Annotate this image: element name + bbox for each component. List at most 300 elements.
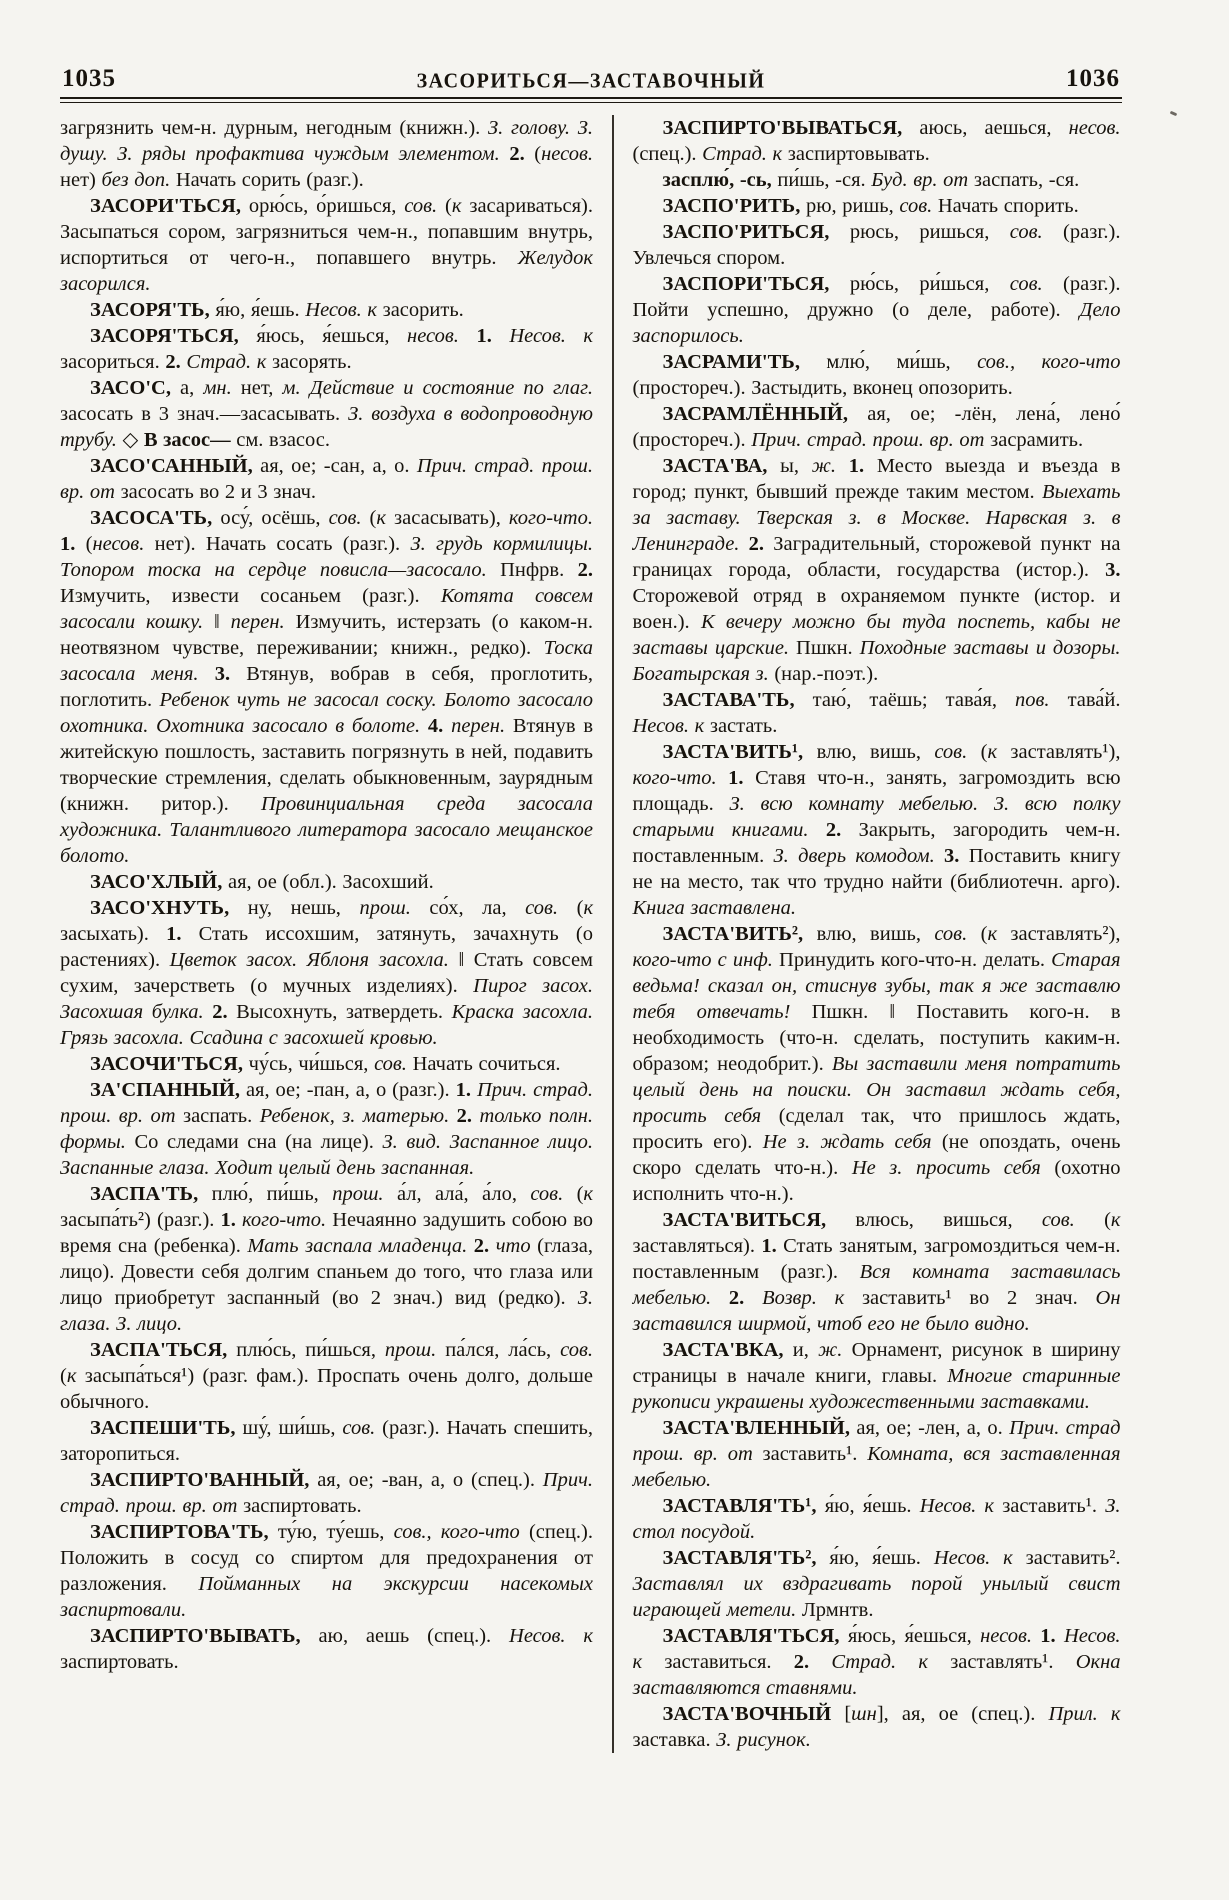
column-divider: [612, 115, 614, 1753]
text-run: ЗАСТАВЛЯ'ТЬ²,: [662, 1547, 830, 1569]
text-run: к: [1110, 1209, 1121, 1231]
text-run: (разг.). Начать спешить, заторопиться.: [60, 1417, 593, 1465]
page-number-right: 1036: [1065, 65, 1120, 92]
text-run: заставить¹.: [752, 1443, 868, 1465]
text-run: рю, ришь,: [805, 195, 900, 217]
text-run: 2.: [793, 1651, 832, 1673]
text-run: ЗАСПЕШИ'ТЬ,: [90, 1417, 243, 1439]
dictionary-entry: [633, 1493, 1121, 1545]
text-run: Измучить, извести сосаньем (разг.).: [60, 585, 441, 607]
dictionary-entry: [60, 297, 593, 323]
text-run: 1.: [728, 767, 756, 789]
text-run: 1.: [455, 1079, 477, 1101]
text-run: З. рисунок.: [716, 1729, 811, 1751]
text-run: (простореч.). Застыдить, вконец опозорить.: [632, 377, 1013, 399]
text-run: засасывать),: [385, 507, 509, 529]
text-run: ая, ое; -пан, а, о (разг.).: [245, 1079, 456, 1101]
text-run: Желудок засорился.: [60, 247, 593, 295]
scan-artifact: [1170, 111, 1178, 117]
text-run: прош.: [332, 1183, 384, 1205]
text-run: Со следами сна (на лице).: [125, 1131, 383, 1153]
text-run: Начать спорить.: [932, 195, 1079, 217]
text-run: ЗАСПО'РИТЬ,: [662, 195, 806, 217]
text-run: нет,: [231, 377, 283, 399]
text-run: 1.: [220, 1209, 243, 1231]
text-run: со́х, ла,: [410, 897, 526, 919]
text-run: ЗАСОРИ'ТЬСЯ,: [90, 195, 249, 217]
text-run: тава́й.: [1049, 689, 1121, 711]
text-run: 2.: [509, 143, 535, 165]
text-run: см. взасос.: [236, 429, 331, 451]
text-run: Прич. страд. прош. вр. от: [60, 455, 593, 503]
text-run: ЗАСТАВЛЯ'ТЬСЯ,: [662, 1625, 848, 1647]
text-run: ЗАСО'ХНУТЬ,: [90, 897, 248, 919]
dictionary-entry: [60, 895, 593, 1051]
text-run: осу́, осёшь,: [220, 507, 329, 529]
text-run: ], ая, ое (спец.).: [876, 1703, 1049, 1725]
text-run: (: [967, 923, 988, 945]
text-run: к: [583, 897, 594, 919]
text-run: (: [85, 533, 93, 555]
text-run: 4.: [427, 715, 452, 737]
text-run: а́л, ала́, а́ло,: [383, 1183, 531, 1205]
text-run: что: [495, 1235, 531, 1257]
text-run: 1.: [1040, 1625, 1064, 1647]
text-run: загрязнить чем-н. дурным, негодным (книжн.).: [60, 117, 489, 139]
text-run: ЗАСПОРИ'ТЬСЯ,: [662, 273, 850, 295]
dictionary-entry: [633, 453, 1121, 687]
text-run: Страд. к: [702, 143, 783, 165]
text-run: несов.: [407, 325, 477, 347]
dictionary-entry: [60, 505, 593, 869]
text-run: З. голову. З. душу. З. ряды профактива чуждым элементом.: [60, 117, 594, 165]
text-run: перен.: [230, 611, 285, 633]
text-run: 2.: [748, 533, 774, 555]
text-run: засорить.: [376, 299, 464, 321]
text-run: Походные заставы и дозоры. Богатырская з.: [632, 637, 1121, 685]
text-run: Дело заспорилось.: [632, 299, 1121, 347]
text-run: Многие старинные рукописи украшены художественными заставками.: [632, 1365, 1121, 1413]
text-run: [: [844, 1703, 852, 1725]
text-run: К вечеру можно бы туда поспеть, кабы не заставы царские.: [632, 611, 1121, 659]
text-run: Несов. к: [509, 325, 593, 347]
text-run: 1.: [476, 325, 510, 347]
text-block: [60, 66, 1122, 1753]
text-run: к: [376, 507, 386, 529]
text-run: Пнфрв.: [500, 559, 578, 581]
text-run: а,: [180, 377, 204, 399]
text-run: прош.: [384, 1339, 437, 1361]
text-run: (глаза, лицо). Довести себя долгим спаньем до того, что глаза или лицо приобретут заспанный (во 2 знач.) вид (редко).: [60, 1235, 593, 1309]
text-run: Начать сорить (разг.).: [170, 169, 364, 191]
text-run: я́ю, я́ешь.: [215, 299, 306, 321]
text-run: я́ю, я́ешь.: [829, 1547, 934, 1569]
text-run: рю́сь, ри́шься,: [849, 273, 1010, 295]
text-run: Пшкн. ‖ Поставить кого-н. в необходимость (что-н. сделать, поступить каким-н. образом; неодобрит.).: [632, 1001, 1121, 1075]
dictionary-entry: [60, 1051, 593, 1077]
text-run: Тоска засосала меня.: [60, 637, 593, 685]
text-run: 2.: [825, 819, 859, 841]
dictionary-entry: [60, 1623, 593, 1675]
text-run: Выехать за заставу. Тверская з. в Москве. Нарвская з. в Ленинграде.: [632, 481, 1121, 555]
text-run: 1.: [761, 1235, 784, 1257]
text-run: нет): [60, 169, 102, 191]
text-run: заспать.: [175, 1105, 260, 1127]
text-run: Нечаянно задушить собою во время сна (ребенка).: [60, 1209, 593, 1257]
text-run: ◇: [122, 429, 144, 451]
text-run: ая, ое; -лён, лена́, лено́ (простореч.).: [632, 403, 1121, 451]
text-run: засыпа́ться¹) (разг. фам.). Проспать очень долго, дольше обычного.: [60, 1365, 593, 1413]
text-run: ЗАСРАМЛЁННЫЙ,: [662, 403, 868, 425]
text-run: засыпа́ть²) (разг.).: [60, 1209, 221, 1231]
text-run: ЗА'СПАННЫЙ,: [90, 1079, 246, 1101]
text-run: 1.: [60, 533, 86, 555]
text-run: Пойманных на экскурсии насекомых заспиртовали.: [60, 1573, 593, 1621]
text-run: Место выезда и въезда в город; пункт, бывший прежде таким местом.: [632, 455, 1121, 503]
text-run: Несов. к: [632, 1625, 1121, 1673]
text-run: Лрмнтв.: [801, 1599, 874, 1621]
text-run: ЗАСО'САННЫЙ,: [90, 455, 261, 477]
text-run: сов.: [934, 923, 968, 945]
text-run: 2.: [728, 1287, 763, 1309]
text-run: Заградительный, сторожевой пункт на границах города, области, государства (истор.).: [632, 533, 1121, 581]
text-run: Котята совсем засосали кошку.: [60, 585, 593, 633]
text-run: ЗАСТА'ВИТЬ¹,: [662, 741, 817, 763]
text-run: 1.: [166, 923, 199, 945]
text-run: застать.: [704, 715, 778, 737]
text-run: Несов. к: [509, 1625, 593, 1647]
text-run: заспиртовывать.: [782, 143, 930, 165]
text-run: Краска засохла. Грязь засохла. Ссадина с засохшей кровью.: [60, 1001, 593, 1049]
text-run: Сторожевой отряд в охраняемом пункте (истор. и воен.).: [632, 585, 1121, 633]
text-run: нет). Начать сосать (разг.).: [144, 533, 411, 555]
text-run: (разг.). Пойти успешно, дружно (о деле, работе).: [632, 273, 1121, 321]
text-run: Страд. к: [831, 1651, 928, 1673]
text-run: ЗАСПО'РИТЬСЯ,: [662, 221, 850, 243]
text-run: м. Действие и состояние по глаг.: [282, 377, 593, 399]
dictionary-entry: [60, 193, 593, 297]
text-run: только полн. формы.: [60, 1105, 593, 1153]
text-run: орю́сь, о́ришься,: [248, 195, 405, 217]
dictionary-entry: [633, 401, 1121, 453]
text-run: Начать сочиться.: [406, 1053, 561, 1075]
text-run: засосать во 2 и 3 знач.: [114, 481, 317, 503]
text-run: перен.: [451, 715, 506, 737]
dictionary-entry: [633, 1207, 1121, 1337]
text-run: (разг.). Увлечься спором.: [632, 221, 1121, 269]
text-run: 2.: [165, 351, 187, 373]
dictionary-entry: [60, 1467, 593, 1519]
text-run: аюсь, аешься,: [919, 117, 1069, 139]
dictionary-entry: [633, 115, 1121, 167]
text-run: ЗАСПА'ТЬСЯ,: [90, 1339, 237, 1361]
text-run: сов.: [374, 1053, 407, 1075]
text-run: (: [534, 143, 542, 165]
text-run: я́юсь, я́ешься,: [847, 1625, 981, 1647]
text-run: ‖: [213, 611, 231, 633]
text-run: (: [361, 507, 377, 529]
text-run: плю́сь, пи́шься,: [236, 1339, 385, 1361]
dictionary-entry: [633, 1545, 1121, 1623]
text-run: З. вид. Заспанное лицо. Заспанные глаза. Ходит целый день заспанная.: [60, 1131, 593, 1179]
text-run: заставка.: [632, 1729, 717, 1751]
text-run: я́ю, я́ешь.: [824, 1495, 920, 1517]
text-run: заспиртовать.: [60, 1651, 179, 1673]
text-run: заспать, -ся.: [968, 169, 1080, 191]
dictionary-entry: [60, 1181, 593, 1337]
text-run: Цветок засох. Яблоня засохла.: [169, 949, 459, 971]
text-run: Несов. к: [919, 1495, 995, 1517]
text-run: Комната, вся заставленная мебелью.: [632, 1443, 1121, 1491]
text-run: рюсь, ришься,: [849, 221, 1010, 243]
text-run: 2.: [456, 1105, 480, 1127]
text-run: заставиться.: [642, 1651, 794, 1673]
text-run: сов.: [530, 1183, 564, 1205]
text-run: засариваться). Засыпаться сором, загрязниться чем-н., попавшим внутрь, испортиться от чего-н., попавшего внутрь.: [60, 195, 593, 269]
text-run: Втянув, вобрав в себя, проглотить, поглотить.: [60, 663, 594, 711]
text-run: ы,: [780, 455, 812, 477]
running-head: ЗАСОРИТЬСЯ—ЗАСТАВОЧНЫЙ: [416, 69, 766, 93]
dictionary-entry: [60, 453, 593, 505]
text-run: несов.: [92, 533, 145, 555]
text-run: ЗАСО'ХЛЫЙ,: [90, 871, 228, 893]
text-run: Ставя что-н., занять, загромоздить всю площадь.: [632, 767, 1121, 815]
text-run: ж.: [818, 1339, 843, 1361]
text-run: Закрыть, загородить чем-н. поставленным.: [632, 819, 1121, 867]
text-run: Стать иссохшим, затянуть, зачахнуть (о растениях).: [60, 923, 594, 971]
text-run: аю, аешь (спец.).: [318, 1625, 510, 1647]
dictionary-entry: [633, 1623, 1121, 1701]
text-run: Принудить кого-что-н. делать.: [772, 949, 1052, 971]
text-run: шн: [851, 1703, 877, 1725]
text-run: (спец.). Положить в сосуд со спиртом для предохранения от разложения.: [60, 1521, 593, 1595]
text-run: сов.: [1009, 221, 1043, 243]
text-run: сов.: [328, 507, 362, 529]
dictionary-entry: [633, 1415, 1121, 1493]
text-run: 2.: [212, 1001, 237, 1023]
text-run: ЗАСТА'ВЛЕННЫЙ,: [662, 1417, 857, 1439]
text-run: (сделал так, что пришлось ждать, просить его).: [632, 1105, 1121, 1153]
column-right: [633, 115, 1121, 1753]
text-run: Высохнуть, затвердеть.: [236, 1001, 452, 1023]
text-run: 2.: [473, 1235, 496, 1257]
text-run: Поставить книгу не на место, так что трудно найти (библиотечн. арго).: [632, 845, 1121, 893]
columns: [60, 115, 1122, 1753]
text-run: Ребенок чуть не засосал соску. Болото засосало охотника. Охотника засосало в болоте.: [60, 689, 593, 737]
text-run: ая, ое; -ван, а, о (спец.).: [317, 1469, 543, 1491]
text-run: несов.: [980, 1625, 1041, 1647]
text-run: па́лся, ла́сь,: [436, 1339, 561, 1361]
text-run: Орнамент, рисунок в ширину страницы в начале книги, главы.: [632, 1339, 1121, 1387]
header-double-rule: [60, 97, 1122, 103]
text-run: сов., кого-что: [393, 1521, 520, 1543]
text-run: к: [451, 195, 462, 217]
text-run: Не з. ждать себя: [762, 1131, 942, 1153]
dictionary-entry: [633, 167, 1121, 193]
text-run: (: [563, 1183, 584, 1205]
text-run: заставляться).: [632, 1235, 762, 1257]
text-run: влюсь, вишься,: [855, 1209, 1042, 1231]
text-run: ‖ Стать совсем сухим, зачерстветь (о мучных изделиях).: [60, 949, 594, 997]
text-run: Вся комната заставилась мебелью.: [632, 1261, 1121, 1309]
dictionary-entry: [60, 1077, 593, 1181]
text-run: ая, ое; -лен, а, о.: [856, 1417, 1010, 1439]
text-run: ЗАСОРЯ'ТЬ,: [90, 299, 216, 321]
page-number-left: 1035: [62, 65, 116, 92]
text-run: заставлять¹.: [927, 1651, 1076, 1673]
dictionary-entry: [60, 115, 593, 193]
text-run: и,: [792, 1339, 819, 1361]
text-run: к: [987, 923, 998, 945]
text-run: ЗАСТА'ВИТЬСЯ,: [662, 1209, 856, 1231]
text-run: ЗАСТА'ВОЧНЫЙ: [662, 1703, 845, 1725]
text-run: заспиртовать.: [237, 1495, 362, 1517]
text-run: Страд. к: [186, 351, 267, 373]
text-run: 3.: [944, 845, 969, 867]
text-run: Втянув в житейскую пошлость, заставить погрязнуть в ней, подавить творческие стремления, сделать обыкновенным, заурядным (книжн. ритор.).: [60, 715, 593, 815]
text-run: Стать занятым, загромоздиться чем-н. поставленным (разг.).: [632, 1235, 1121, 1283]
text-run: заставить¹.: [994, 1495, 1106, 1517]
text-run: Книга заставлена.: [632, 897, 797, 919]
dictionary-entry: [60, 869, 593, 895]
text-run: кого-что.: [632, 767, 729, 789]
text-run: засориться.: [60, 351, 166, 373]
text-run: (охотно исполнить что-н.).: [632, 1157, 1121, 1205]
text-run: З. всю комнату мебелью. З. всю полку старыми книгами.: [632, 793, 1121, 841]
text-run: Возвр. к: [762, 1287, 845, 1309]
text-run: Несов. к: [933, 1547, 1013, 1569]
text-run: ЗАСОРЯ'ТЬСЯ,: [90, 325, 257, 347]
text-run: (нар.-поэт.).: [774, 663, 879, 685]
text-run: Не з. просить себя: [851, 1157, 1055, 1179]
text-run: несов.: [1068, 117, 1121, 139]
text-run: сов.: [1041, 1209, 1075, 1231]
text-run: (не опоздать, очень скоро сделать что-н.).: [632, 1131, 1121, 1179]
text-run: Несов. к: [632, 715, 705, 737]
text-run: сов.: [899, 195, 933, 217]
text-run: Прич. страд. прош. вр. от: [751, 429, 985, 451]
text-run: З. воздуха в водопроводную трубу.: [60, 403, 594, 451]
text-run: млю́, ми́шь,: [826, 351, 978, 373]
text-run: Прич. страд прош. вр. от: [632, 1417, 1121, 1465]
text-run: Пирог засох. Засохшая булка.: [60, 975, 593, 1023]
text-run: (: [437, 195, 452, 217]
text-run: заставить¹ во 2 знач.: [844, 1287, 1096, 1309]
text-run: пов.: [1015, 689, 1050, 711]
text-run: ЗАСОСА'ТЬ,: [90, 507, 221, 529]
text-run: (: [60, 1365, 67, 1387]
text-run: сов.: [560, 1339, 593, 1361]
text-run: Вы заставили меня потратить целый день на поиски. Он заставил ждать себя, просить себя: [632, 1053, 1121, 1127]
text-run: шу́, ши́шь,: [242, 1417, 343, 1439]
text-run: Прич. страд. прош. вр. от: [60, 1079, 594, 1127]
text-run: засрамить.: [984, 429, 1084, 451]
text-run: З. дверь комодом.: [773, 845, 945, 867]
text-run: к: [66, 1365, 77, 1387]
text-run: ЗАСРАМИ'ТЬ,: [662, 351, 827, 373]
text-run: Буд. вр. от: [871, 169, 969, 191]
text-run: ну, нешь,: [247, 897, 360, 919]
text-run: Он заставился ширмой, чтоб его не было видно.: [632, 1287, 1121, 1335]
text-run: сов.: [404, 195, 438, 217]
text-run: ЗАСТАВЛЯ'ТЬ¹,: [662, 1495, 825, 1517]
column-left: [60, 115, 593, 1753]
text-run: З. стол посудой.: [632, 1495, 1121, 1543]
text-run: Заставлял их вздрагивать порой унылый свист играющей метели.: [632, 1573, 1121, 1621]
text-run: сов., кого-что: [977, 351, 1121, 373]
text-run: сов.: [342, 1417, 376, 1439]
text-run: В засос—: [143, 429, 237, 451]
dictionary-entry: [60, 1337, 593, 1415]
text-run: Прил. к: [1048, 1703, 1121, 1725]
text-run: Окна заставляются ставнями.: [632, 1651, 1121, 1699]
text-run: Провинциальная среда засосала художника. Талантливого литератора засосало мещанское болото.: [60, 793, 593, 867]
text-run: 3.: [1105, 559, 1121, 581]
text-run: Мать заспала младенца.: [247, 1235, 474, 1257]
text-run: к: [987, 741, 998, 763]
text-run: пи́шь, -ся.: [777, 169, 872, 191]
text-run: ЗАСПИРТОВА'ТЬ,: [90, 1521, 278, 1543]
dictionary-entry: [633, 921, 1121, 1207]
dictionary-entry: [633, 687, 1121, 739]
text-run: Ребенок, з. матерью.: [259, 1105, 457, 1127]
text-run: засорять.: [266, 351, 352, 373]
text-run: влю, вишь,: [816, 923, 935, 945]
dictionary-entry: [60, 1519, 593, 1623]
text-run: к: [583, 1183, 594, 1205]
dictionary-entry: [60, 375, 593, 453]
text-run: Пшкн.: [796, 637, 860, 659]
text-run: ЗАСТА'ВА,: [662, 455, 781, 477]
text-run: ая, ое (обл.). Засохший.: [227, 871, 434, 893]
text-run: несов.: [541, 143, 593, 165]
text-run: засосать в 3 знач.—засасывать.: [60, 403, 349, 425]
text-run: ж.: [811, 455, 849, 477]
text-run: (спец.).: [632, 143, 703, 165]
text-run: ЗАСПИРТО'ВЫВАТЬСЯ,: [662, 117, 920, 139]
dictionary-entry: [633, 219, 1121, 271]
page-header: [60, 66, 1122, 97]
text-run: влю, вишь,: [816, 741, 935, 763]
text-run: кого-что.: [242, 1209, 327, 1231]
dictionary-entry: [60, 323, 593, 375]
text-run: (: [967, 741, 988, 763]
text-run: засплю́, -сь,: [662, 169, 778, 191]
text-run: З. грудь кормилицы. Топором тоска на сердце повисла—засосало.: [60, 533, 594, 581]
text-run: Несов. к: [305, 299, 377, 321]
text-run: плю́, пи́шь,: [211, 1183, 333, 1205]
text-run: 2.: [577, 559, 593, 581]
text-run: засыхать).: [60, 923, 167, 945]
text-run: я́юсь, я́ешься,: [256, 325, 408, 347]
text-run: без доп.: [101, 169, 171, 191]
text-run: 3.: [214, 663, 247, 685]
text-run: ЗАСТАВА'ТЬ,: [662, 689, 813, 711]
text-run: мн.: [203, 377, 232, 399]
text-run: ЗАСПИРТО'ВЫВАТЬ,: [90, 1625, 319, 1647]
text-run: чу́сь, чи́шься,: [248, 1053, 375, 1075]
text-run: ая, ое; -сан, а, о.: [260, 455, 417, 477]
text-run: З. глаза. З. лицо.: [60, 1287, 593, 1335]
dictionary-entry: [60, 1415, 593, 1467]
text-run: ЗАСПА'ТЬ,: [90, 1183, 212, 1205]
text-run: (: [1074, 1209, 1111, 1231]
text-run: сов.: [1009, 273, 1043, 295]
text-run: сов.: [934, 741, 968, 763]
text-run: таю́, таёшь; тава́я,: [812, 689, 1016, 711]
dictionary-entry: [633, 1337, 1121, 1415]
text-run: ЗАСОЧИ'ТЬСЯ,: [90, 1053, 249, 1075]
